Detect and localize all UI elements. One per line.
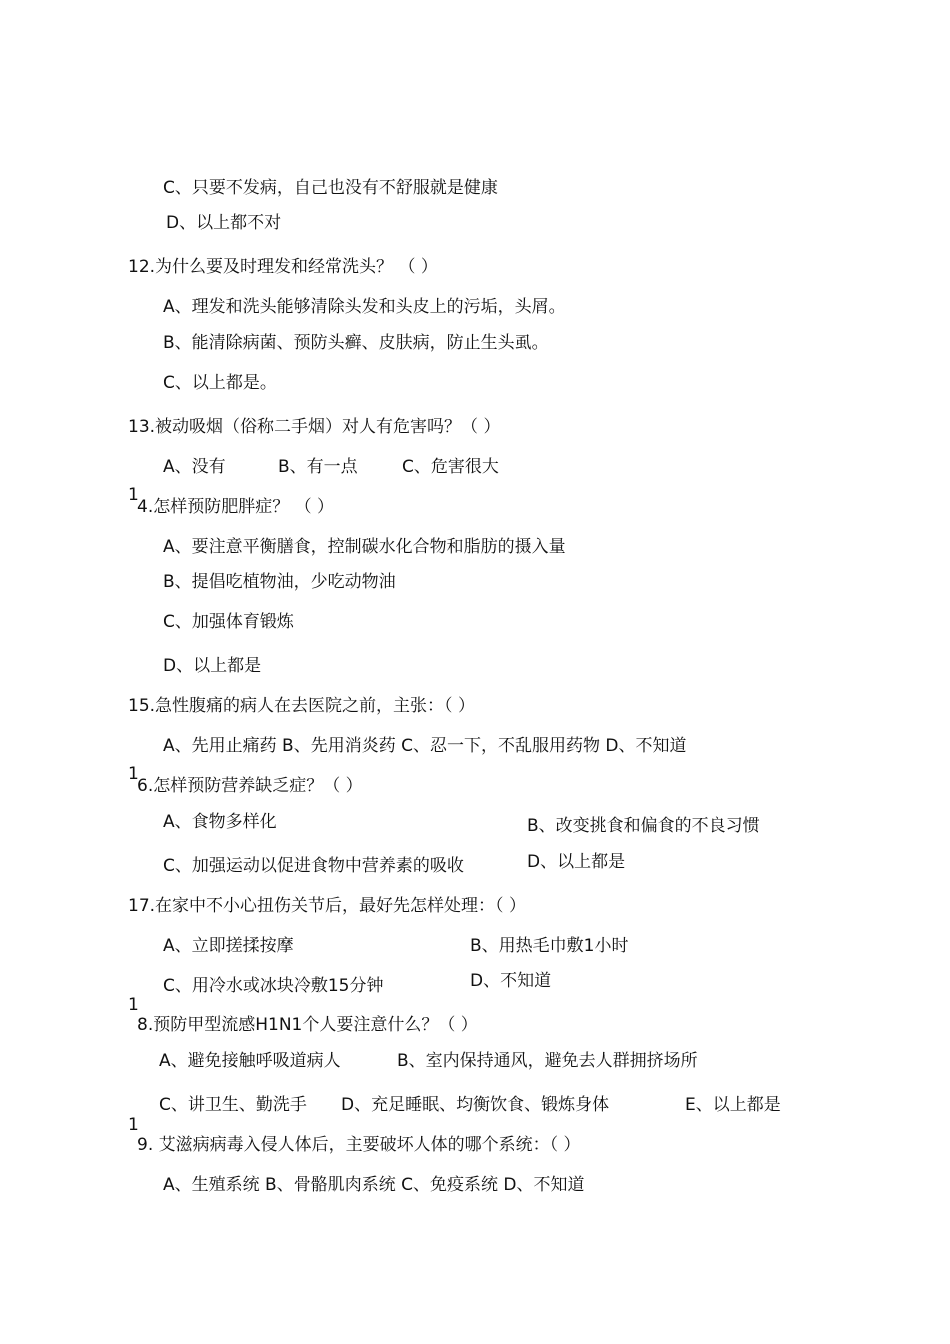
q16-option-a: A、食物多样化 — [163, 812, 277, 832]
q15-question: 15.急性腹痛的病人在去医院之前，主张：（ ） — [128, 696, 475, 716]
q17-option-d: D、不知道 — [470, 971, 552, 991]
q18-option-a: A、避免接触呼吸道病人 — [159, 1051, 341, 1071]
q16-option-d: D、以上都是 — [527, 852, 626, 872]
q17-option-a: A、立即搓揉按摩 — [163, 936, 294, 956]
q19-number-digit: 1 — [128, 1115, 139, 1135]
q18-option-d: D、充足睡眠、均衡饮食、锻炼身体 — [341, 1095, 610, 1115]
q14-number-digit: 1 — [128, 485, 139, 505]
q11-option-c: C、只要不发病，自己也没有不舒服就是健康 — [163, 178, 498, 198]
q12-option-b: B、能清除病菌、预防头癣、皮肤病，防止生头虱。 — [163, 333, 549, 353]
q13-option-a: A、没有 — [163, 457, 226, 477]
q13-option-c: C、危害很大 — [402, 457, 499, 477]
q14-option-a: A、要注意平衡膳食，控制碳水化合物和脂肪的摄入量 — [163, 537, 566, 557]
q16-number-digit: 1 — [128, 764, 139, 784]
q14-option-d: D、以上都是 — [163, 656, 262, 676]
q18-option-c: C、讲卫生、勤洗手 — [159, 1095, 307, 1115]
q16-option-c: C、加强运动以促进食物中营养素的吸收 — [163, 856, 464, 876]
q16-question: 6.怎样预防营养缺乏症？（ ） — [137, 776, 363, 796]
q12-question: 12.为什么要及时理发和经常洗头？ （ ） — [128, 257, 438, 277]
q14-question: 4.怎样预防肥胖症？ （ ） — [137, 497, 335, 517]
q15-options: A、先用止痛药 B、先用消炎药 C、忍一下，不乱服用药物 D、不知道 — [163, 736, 687, 756]
q18-option-b: B、室内保持通风，避免去人群拥挤场所 — [397, 1051, 698, 1071]
q13-question: 13.被动吸烟（俗称二手烟）对人有危害吗？（ ） — [128, 417, 501, 437]
q19-question: 9. 艾滋病病毒入侵人体后，主要破坏人体的哪个系统：（ ） — [137, 1135, 581, 1155]
q17-question: 17.在家中不小心扭伤关节后，最好先怎样处理：（ ） — [128, 896, 526, 916]
q18-option-e: E、以上都是 — [685, 1095, 781, 1115]
q12-option-a: A、理发和洗头能够清除头发和头皮上的污垢，头屑。 — [163, 297, 566, 317]
q14-option-b: B、提倡吃植物油，少吃动物油 — [163, 572, 396, 592]
q14-option-c: C、加强体育锻炼 — [163, 612, 294, 632]
q17-option-b: B、用热毛巾敷1小时 — [470, 936, 629, 956]
q19-options: A、生殖系统 B、骨骼肌肉系统 C、免疫系统 D、不知道 — [163, 1175, 585, 1195]
q16-option-b: B、改变挑食和偏食的不良习惯 — [527, 816, 760, 836]
q18-question: 8.预防甲型流感H1N1个人要注意什么？（ ） — [137, 1015, 478, 1035]
q13-option-b: B、有一点 — [278, 457, 358, 477]
q18-number-digit: 1 — [128, 995, 139, 1015]
q17-option-c: C、用冷水或冰块冷敷15分钟 — [163, 976, 384, 996]
q11-option-d: D、以上都不对 — [166, 213, 282, 233]
q12-option-c: C、以上都是。 — [163, 373, 277, 393]
